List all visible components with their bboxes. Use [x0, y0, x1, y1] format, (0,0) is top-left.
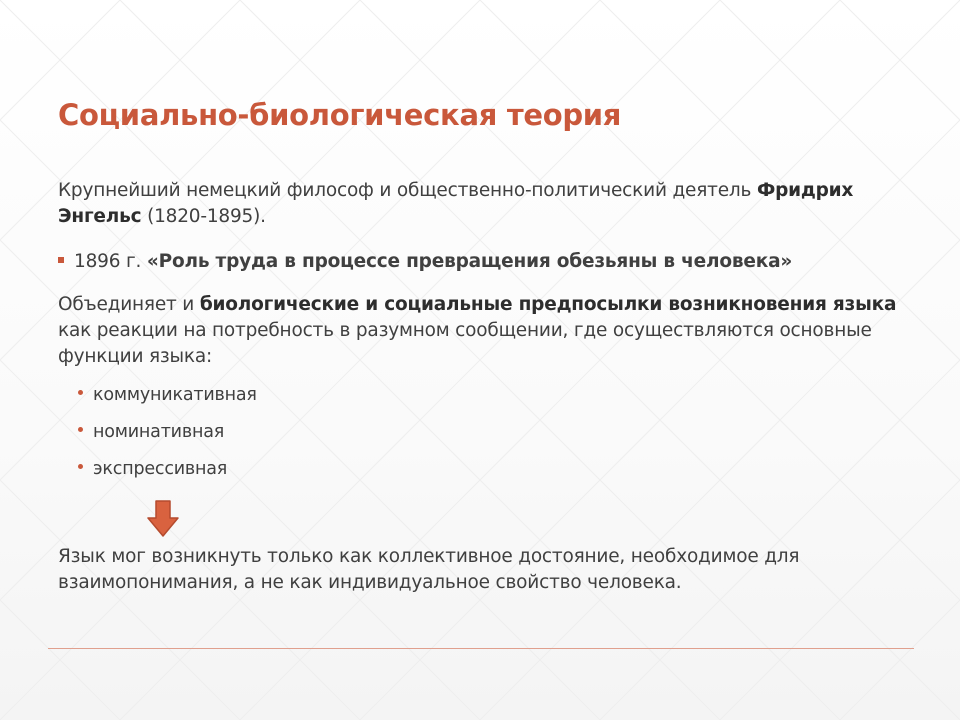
function-label: номинативная — [93, 422, 225, 442]
intro-name: Фридрих Энгельс — [58, 180, 854, 227]
intro-dates: (1820-1895). — [141, 206, 266, 227]
list-item — [78, 419, 678, 456]
work-item — [58, 249, 918, 275]
slide-title: Социально-биологическая теория — [58, 98, 622, 132]
function-label: коммуникативная — [93, 385, 257, 405]
dot-bullet-icon — [78, 464, 83, 469]
functions-list — [78, 382, 678, 493]
unites-paragraph — [58, 292, 918, 370]
square-bullet-icon — [58, 257, 64, 263]
unites-bold: биологические и социальные предпосылки возникновения языка — [199, 294, 897, 315]
unites-text: Объединяет и — [58, 294, 200, 315]
list-item — [78, 456, 678, 493]
dot-bullet-icon — [78, 427, 83, 432]
intro-paragraph — [58, 178, 918, 230]
work-year: 1896 г. — [74, 251, 147, 272]
bottom-divider — [48, 648, 914, 649]
function-label: экспрессивная — [93, 459, 228, 479]
work-title: «Роль труда в процессе превращения обезьяны в человека» — [146, 251, 793, 272]
intro-text: Крупнейший немецкий философ и общественно-политический деятель — [58, 180, 757, 201]
unites-rest: как реакции на потребность в разумном сообщении, где осуществляются основные функции языка: — [58, 320, 872, 367]
down-arrow-icon — [146, 500, 180, 538]
list-item — [78, 382, 678, 419]
dot-bullet-icon — [78, 390, 83, 395]
conclusion-paragraph: Язык мог возникнуть только как коллективное достояние, необходимое для взаимопонимания, а не как индивидуальное свойство человека. — [58, 546, 800, 593]
